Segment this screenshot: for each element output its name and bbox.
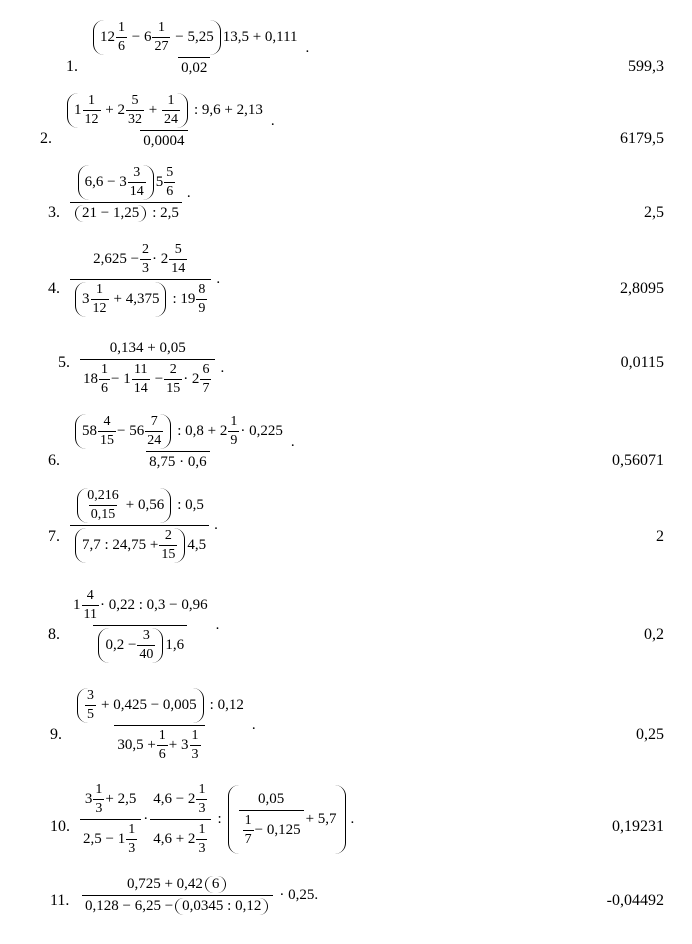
term: 3 xyxy=(191,747,199,762)
term: 0,0004 xyxy=(140,130,187,150)
term: 4,5 xyxy=(187,537,207,553)
problem-number: 2. xyxy=(40,130,52,147)
term: 1,6 xyxy=(165,637,185,653)
problem-number: 5. xyxy=(58,354,70,371)
term: 13,5 + 0,111 xyxy=(222,29,298,45)
term: 5 xyxy=(174,242,182,257)
term: : 0,8 + 2 xyxy=(177,423,228,439)
term: + 5,7 xyxy=(305,811,337,827)
fraction-a xyxy=(80,782,141,857)
term: · 2 xyxy=(152,251,169,267)
main-fraction: 1 1 12 + 2 5 32 + $\frac{1}{24}$ : 9,6 + 2,13 0,0004 xyxy=(62,93,266,150)
term: 5,25 xyxy=(187,29,214,45)
term: · 0,225 xyxy=(240,423,283,439)
term: 0,05 xyxy=(257,791,285,807)
term: 1 xyxy=(198,782,206,797)
term: 6 xyxy=(166,184,174,199)
term: 2 xyxy=(164,528,172,543)
term: 5 xyxy=(131,93,139,108)
problem-number: 4. xyxy=(48,280,60,297)
term: 1 xyxy=(95,782,103,797)
answer: 2 xyxy=(656,528,664,545)
term: 0,2 − xyxy=(105,637,137,653)
term: 2 xyxy=(142,242,150,257)
term: + 4,375 xyxy=(113,291,160,307)
term: : 0,5 xyxy=(177,497,204,513)
term: 0,216 xyxy=(87,488,119,503)
term: 4 xyxy=(103,414,111,429)
main-fraction xyxy=(80,340,215,397)
answer: 599,3 xyxy=(628,58,664,75)
term: 0,0345 : 0,12 xyxy=(182,898,262,914)
term: 3 xyxy=(87,688,94,703)
term: 2,625 − xyxy=(93,251,140,267)
term: 0,02 xyxy=(178,57,210,77)
term: 12 xyxy=(84,112,99,127)
term: 6 xyxy=(101,381,108,396)
term: 3 xyxy=(198,801,206,816)
term: 1 xyxy=(88,93,95,108)
answer: 6179,5 xyxy=(620,130,664,147)
term: 24 xyxy=(147,433,162,448)
expression: 2,625 − $\frac{2}{3}$ · 2 5 14 3 1 12 + 4,375 : 19 8 9 . xyxy=(68,242,220,317)
term: 1 xyxy=(157,20,165,35)
answer: 0,0115 xyxy=(620,354,664,371)
term: 0,134 + 0,05 xyxy=(109,340,186,356)
term: 18 xyxy=(83,371,98,387)
term: + 2,5 xyxy=(105,791,137,807)
term: 1 xyxy=(244,813,252,828)
term: 4 xyxy=(86,588,94,603)
problem-number: 7. xyxy=(48,528,60,545)
answer: 0,19231 xyxy=(612,818,664,835)
term: 11 xyxy=(133,362,148,377)
term: 6 xyxy=(143,29,152,45)
term: 7,7 : 24,75 + xyxy=(82,537,159,553)
answer: 0,56071 xyxy=(612,452,664,469)
term: 0,15 xyxy=(90,507,116,522)
term: 3 xyxy=(198,841,206,856)
term: 15 xyxy=(161,547,176,562)
expression xyxy=(80,876,318,915)
term: · 2 xyxy=(183,371,200,387)
answer: 2,5 xyxy=(644,204,664,221)
main-fraction xyxy=(72,688,247,763)
term: 3 xyxy=(128,841,136,856)
term: 15 xyxy=(166,381,181,396)
term: : 9,6 + 2,13 xyxy=(193,102,263,118)
term: 0,128 − 6,25 − xyxy=(85,898,174,914)
term: · 0,25. xyxy=(279,887,319,903)
main-fraction xyxy=(70,588,211,663)
answer: 2,8095 xyxy=(620,280,664,297)
term: 0,725 + 0,42 xyxy=(126,876,203,892)
expression: 1 4 11 · 0,22 : 0,3 − 0,96 0,2 − $\frac{3}{40}$ 1,6 . xyxy=(68,588,219,663)
term: 6 xyxy=(211,876,220,892)
term: 3 xyxy=(142,261,150,276)
term: 5 xyxy=(166,165,174,180)
term: 1 xyxy=(101,362,108,377)
expression: 0,134 + 0,05 18 1 6 − 1 11 14 − $\frac{2}{15}$ · 2 6 7 . xyxy=(78,340,224,397)
term: 3 xyxy=(95,801,103,816)
term: 15 xyxy=(100,433,114,448)
problem-number: 6. xyxy=(48,452,60,469)
term: 1 xyxy=(230,414,238,429)
term: : xyxy=(217,811,222,827)
problem-number: 10. xyxy=(50,818,70,835)
term: 14 xyxy=(171,261,186,276)
term: 3 xyxy=(82,291,90,307)
term: 7 xyxy=(150,414,158,429)
term: − xyxy=(154,371,164,387)
term: 27 xyxy=(154,39,169,54)
term: − 56 xyxy=(117,423,145,439)
expression: 0,216 0,15 + 0,56 : 0,5 7,7 : 24,75 + $\frac{2}{15}$ 4,5 . xyxy=(68,488,218,563)
expression: 3 1 3 + 2,5 2,5 − 1 1 3 · 4,6 − 2 1 3 4,6 + 2 1 3 : 0,05 1 7 − 0,125 + 5,7 . xyxy=(78,782,354,857)
fraction-c xyxy=(239,791,304,848)
term: 1 xyxy=(128,822,136,837)
term: 1 xyxy=(167,93,175,108)
term: : 0,12 xyxy=(209,697,244,713)
main-fraction xyxy=(70,165,182,222)
expression: 1 1 12 + 2 5 32 + $\frac{1}{24}$ : 9,6 + 2,13 0,0004 . xyxy=(60,93,275,150)
main-fraction xyxy=(70,242,211,317)
term: 8 xyxy=(198,282,206,297)
answer: 0,2 xyxy=(644,626,664,643)
term: 2 xyxy=(117,102,125,118)
term: 3 xyxy=(133,165,141,180)
term: 3 xyxy=(142,628,150,643)
term: 6 xyxy=(158,747,166,762)
term: 1 xyxy=(96,282,103,297)
answer: 0,25 xyxy=(636,726,664,743)
term: 5 xyxy=(87,707,94,722)
term: 21 − 1,25 xyxy=(82,205,140,221)
term: 1 xyxy=(198,822,206,837)
term: 1 xyxy=(73,597,81,613)
problem-number: 9. xyxy=(50,726,62,743)
term: + 0,425 − 0,005 xyxy=(101,697,197,713)
term: 9 xyxy=(198,301,206,316)
expression: 6,6 − 3 3 14 5 5 6 21 − 1,25 : 2,5 . xyxy=(68,165,191,222)
term: 1 xyxy=(118,20,125,35)
term: 3 xyxy=(84,791,93,807)
expression: 3 5 + 0,425 − 0,005 : 0,12 30,5 + $\frac{1}{6}$ + 3 1 3 . xyxy=(70,688,256,763)
fraction-b xyxy=(150,782,211,857)
term: · xyxy=(143,811,149,827)
problem-number: 11. xyxy=(50,892,70,909)
term: 8,75 · 0,6 xyxy=(146,451,210,471)
term: 1 xyxy=(158,728,166,743)
term: : 2,5 xyxy=(152,205,179,221)
term: · 0,22 : 0,3 − 0,96 xyxy=(99,597,208,613)
term: 4,6 − 2 xyxy=(153,791,196,807)
expression: 58 4 15 − 56 7 24 : 0,8 + 2 1 9 · 0,225 8,75 · 0,6 . xyxy=(68,414,295,471)
term: 14 xyxy=(133,381,148,396)
term: : 19 xyxy=(172,291,196,307)
term: 12 xyxy=(100,29,115,45)
term: 7 xyxy=(244,832,252,847)
term: 12 xyxy=(92,301,107,316)
main-fraction: 12 1 6 − 6 1 27 − 5,25 13,5 + 0,111 0,02 xyxy=(88,20,301,77)
main-fraction xyxy=(82,876,273,915)
term: 1 xyxy=(191,728,199,743)
term: − 1 xyxy=(111,371,131,387)
main-fraction xyxy=(70,488,209,563)
term: 6,6 − 3 xyxy=(84,174,127,190)
answer: -0,04492 xyxy=(606,892,664,909)
term: 2 xyxy=(169,362,177,377)
term: 58 xyxy=(82,423,97,439)
term: 11 xyxy=(83,607,97,622)
term: 40 xyxy=(139,647,154,662)
term: − 0,125 xyxy=(254,822,301,838)
term: 32 xyxy=(127,112,142,127)
term: 1 xyxy=(74,102,82,118)
term: 7 xyxy=(202,381,210,396)
term: 2,5 − 1 xyxy=(83,831,126,847)
term: 24 xyxy=(163,112,178,127)
term: 9 xyxy=(230,433,238,448)
main-fraction xyxy=(70,414,286,471)
term: 6 xyxy=(118,39,125,54)
term: 14 xyxy=(129,184,144,199)
term: 30,5 + xyxy=(117,737,156,753)
term: 6 xyxy=(202,362,210,377)
term: 4,6 + 2 xyxy=(153,831,196,847)
problem-number: 8. xyxy=(48,626,60,643)
term: 5 xyxy=(155,174,164,190)
term: + 0,56 xyxy=(125,497,165,513)
term: + 3 xyxy=(168,737,189,753)
problem-number: 3. xyxy=(48,204,60,221)
expression: 12 1 6 − 6 1 27 − 5,25 13,5 + 0,111 0,02 . xyxy=(86,20,309,77)
problem-number: 1. xyxy=(66,58,78,75)
